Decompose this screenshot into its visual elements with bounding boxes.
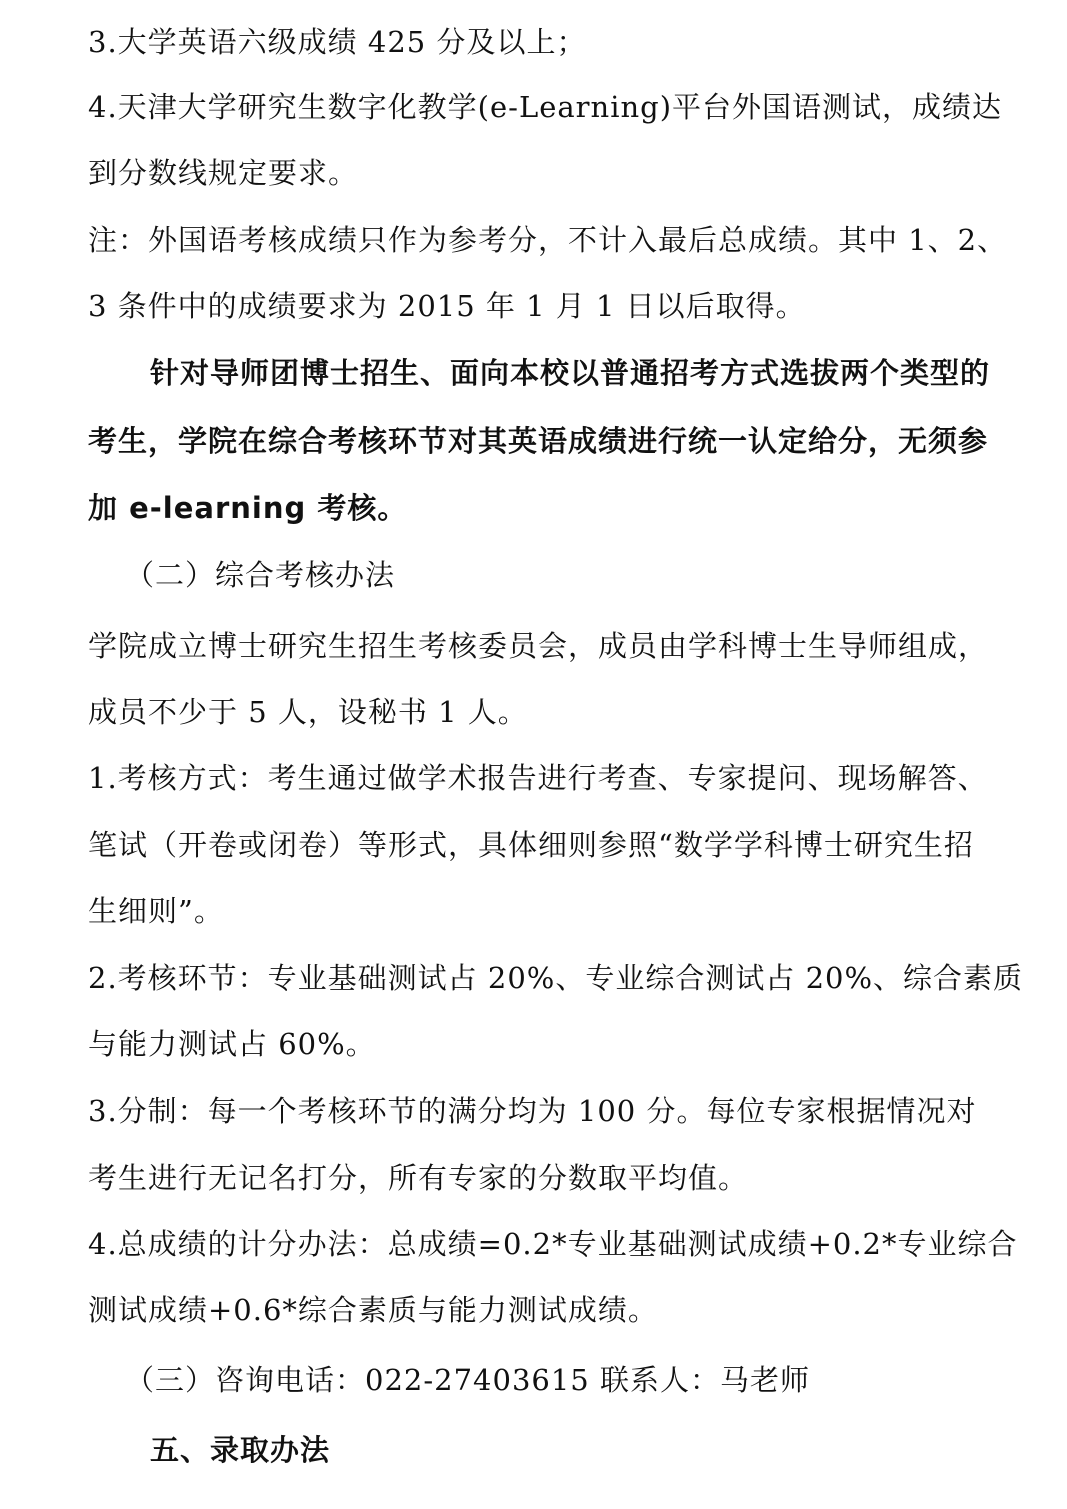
text-line: 笔试（开卷或闭卷）等形式，具体细则参照“数学学科博士研究生招 xyxy=(88,828,974,862)
text-line: 2.考核环节：专业基础测试占 20%、专业综合测试占 20%、综合素质 xyxy=(88,961,1024,995)
text-line: 测试成绩+0.6*综合素质与能力测试成绩。 xyxy=(88,1293,658,1327)
text-line: 生细则”。 xyxy=(88,894,224,928)
text-line: 4.天津大学研究生数字化教学(e-Learning)平台外国语测试，成绩达 xyxy=(88,90,1003,124)
note-line: 注：外国语考核成绩只作为参考分，不计入最后总成绩。其中 1、2、 xyxy=(88,223,1008,257)
text-line: 1.考核方式：考生通过做学术报告进行考查、专家提问、现场解答、 xyxy=(88,761,988,795)
note-line: 3 条件中的成绩要求为 2015 年 1 月 1 日以后取得。 xyxy=(88,289,806,323)
text-line: 学院成立博士研究生招生考核委员会，成员由学科博士生导师组成， xyxy=(88,629,989,663)
bold-paragraph-line: 考生，学院在综合考核环节对其英语成绩进行统一认定给分，无须参 xyxy=(88,424,989,458)
bold-paragraph-line: 针对导师团博士招生、面向本校以普通招考方式选拔两个类型的 xyxy=(150,356,991,390)
bold-paragraph-line: 加 e-learning 考核。 xyxy=(88,491,408,525)
text-line: 成员不少于 5 人，设秘书 1 人。 xyxy=(88,695,528,729)
section-heading: （二）综合考核办法 xyxy=(125,558,396,592)
section-heading: 五、录取办法 xyxy=(150,1433,331,1467)
text-line: 与能力测试占 60%。 xyxy=(88,1027,376,1061)
contact-line: （三）咨询电话：022-27403615 联系人：马老师 xyxy=(125,1363,810,1397)
text-line: 3.分制：每一个考核环节的满分均为 100 分。每位专家根据情况对 xyxy=(88,1094,977,1128)
text-line: 4.总成绩的计分办法：总成绩=0.2*专业基础测试成绩+0.2*专业综合 xyxy=(88,1227,1018,1261)
text-line: 到分数线规定要求。 xyxy=(88,156,359,190)
text-line: 考生进行无记名打分，所有专家的分数取平均值。 xyxy=(88,1161,749,1195)
text-line: 3.大学英语六级成绩 425 分及以上； xyxy=(88,25,587,59)
